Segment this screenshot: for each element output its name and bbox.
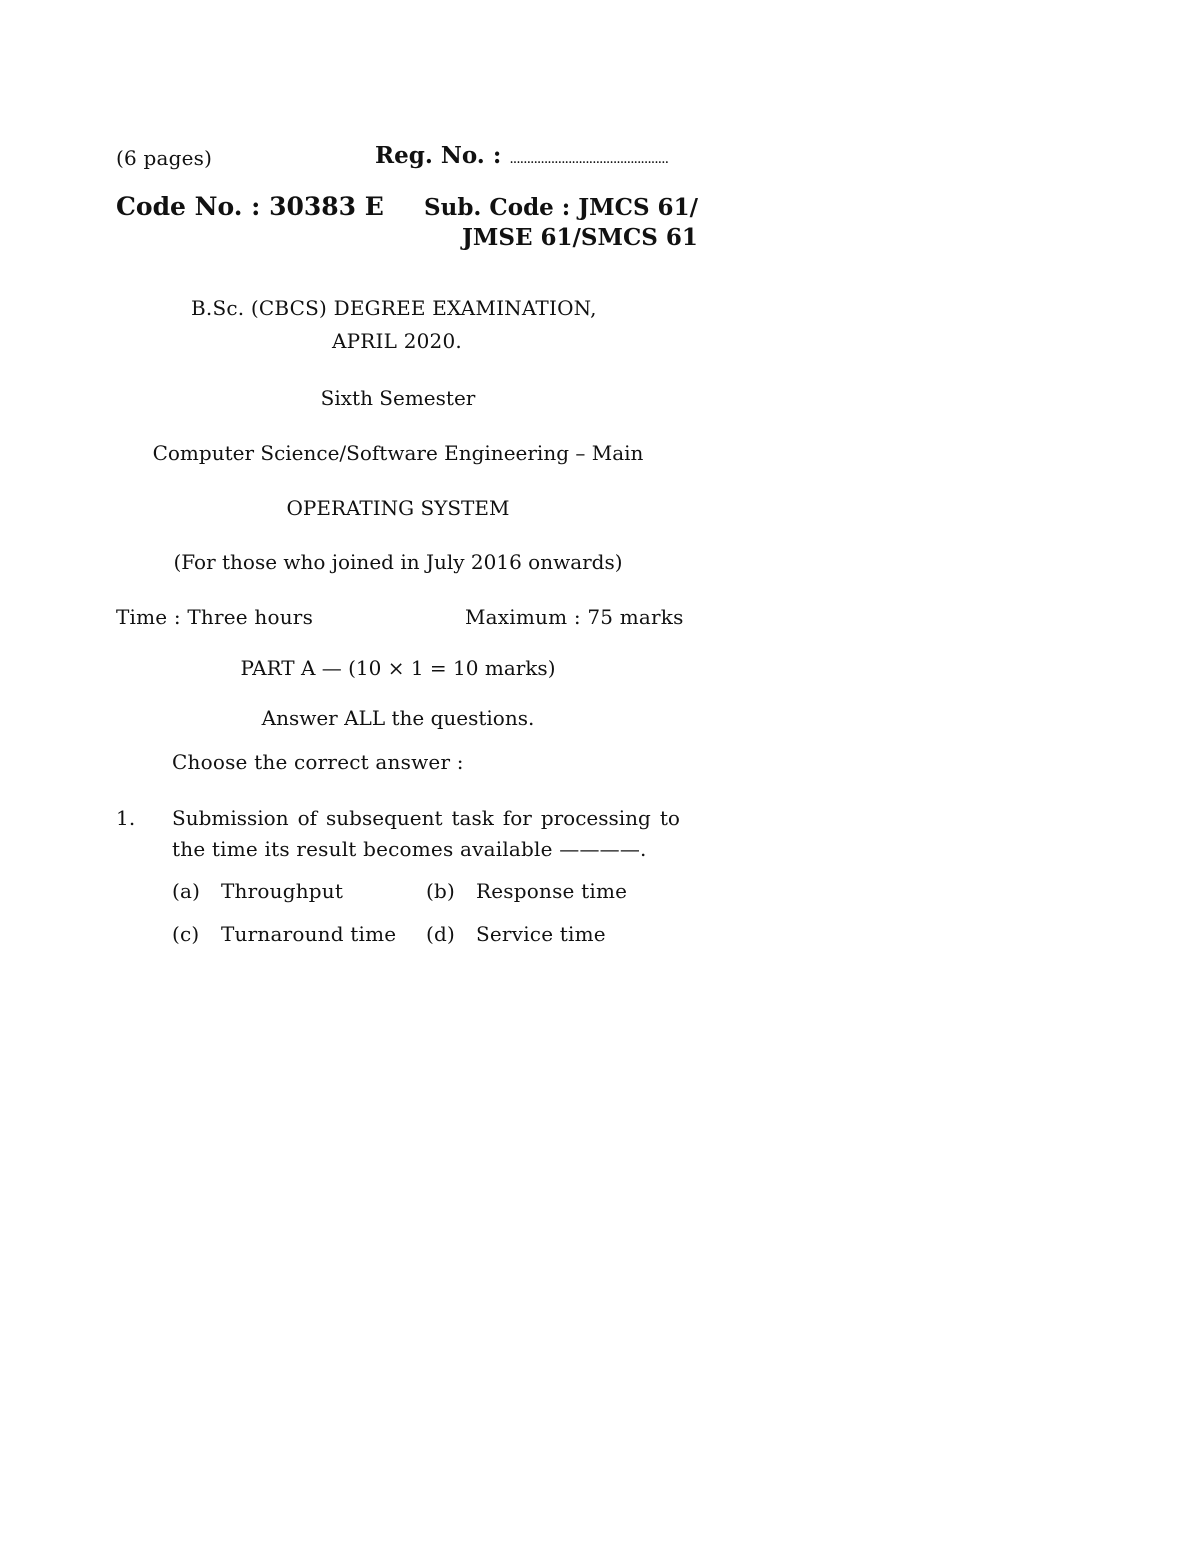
sub-code-line1: Sub. Code : JMCS 61/ [424, 194, 698, 221]
exam-title-line1: B.Sc. (CBCS) DEGREE EXAMINATION, [191, 296, 597, 320]
semester: Sixth Semester [320, 386, 476, 410]
option-b-key: (b) [426, 879, 456, 903]
eligibility-note: (For those who joined in July 2016 onwards) [173, 550, 623, 574]
option-a-text: Throughput [221, 879, 344, 903]
question-word: task [451, 806, 494, 830]
question-number: 1. [116, 806, 136, 830]
part-a-heading: PART A — (10 × 1 = 10 marks) [240, 656, 556, 680]
part-a-instruction: Answer ALL the questions. [261, 706, 535, 730]
question-text-line2: the time its result becomes available ————. [172, 837, 647, 861]
question-word: subsequent [326, 806, 443, 830]
subject-area: Computer Science/Software Engineering – Main [152, 441, 644, 465]
page-count: (6 pages) [116, 146, 213, 170]
paper-title: OPERATING SYSTEM [286, 496, 510, 520]
part-a-sub-instruction: Choose the correct answer : [172, 750, 464, 774]
question-word: processing [540, 806, 651, 830]
option-a-key: (a) [172, 879, 201, 903]
question-word: to [659, 806, 680, 830]
sub-code-line2: JMSE 61/SMCS 61 [462, 224, 698, 251]
question-word: of [297, 806, 318, 830]
reg-no-dots: .............................................. [509, 151, 669, 167]
question-text-line1 [172, 808, 680, 828]
question-word: Submission [172, 806, 289, 830]
option-c-text: Turnaround time [221, 922, 397, 946]
reg-no-text: Reg. No. : [375, 142, 502, 169]
option-d-key: (d) [426, 922, 456, 946]
option-d-text: Service time [476, 922, 606, 946]
maximum-marks: Maximum : 75 marks [465, 605, 684, 629]
question-word: for [502, 806, 532, 830]
exam-title-line2: APRIL 2020. [332, 329, 462, 353]
reg-no-label [375, 144, 668, 167]
option-c-key: (c) [172, 922, 200, 946]
time-allowed: Time : Three hours [116, 605, 314, 629]
option-b-text: Response time [476, 879, 628, 903]
code-no: Code No. : 30383 E [116, 192, 384, 221]
